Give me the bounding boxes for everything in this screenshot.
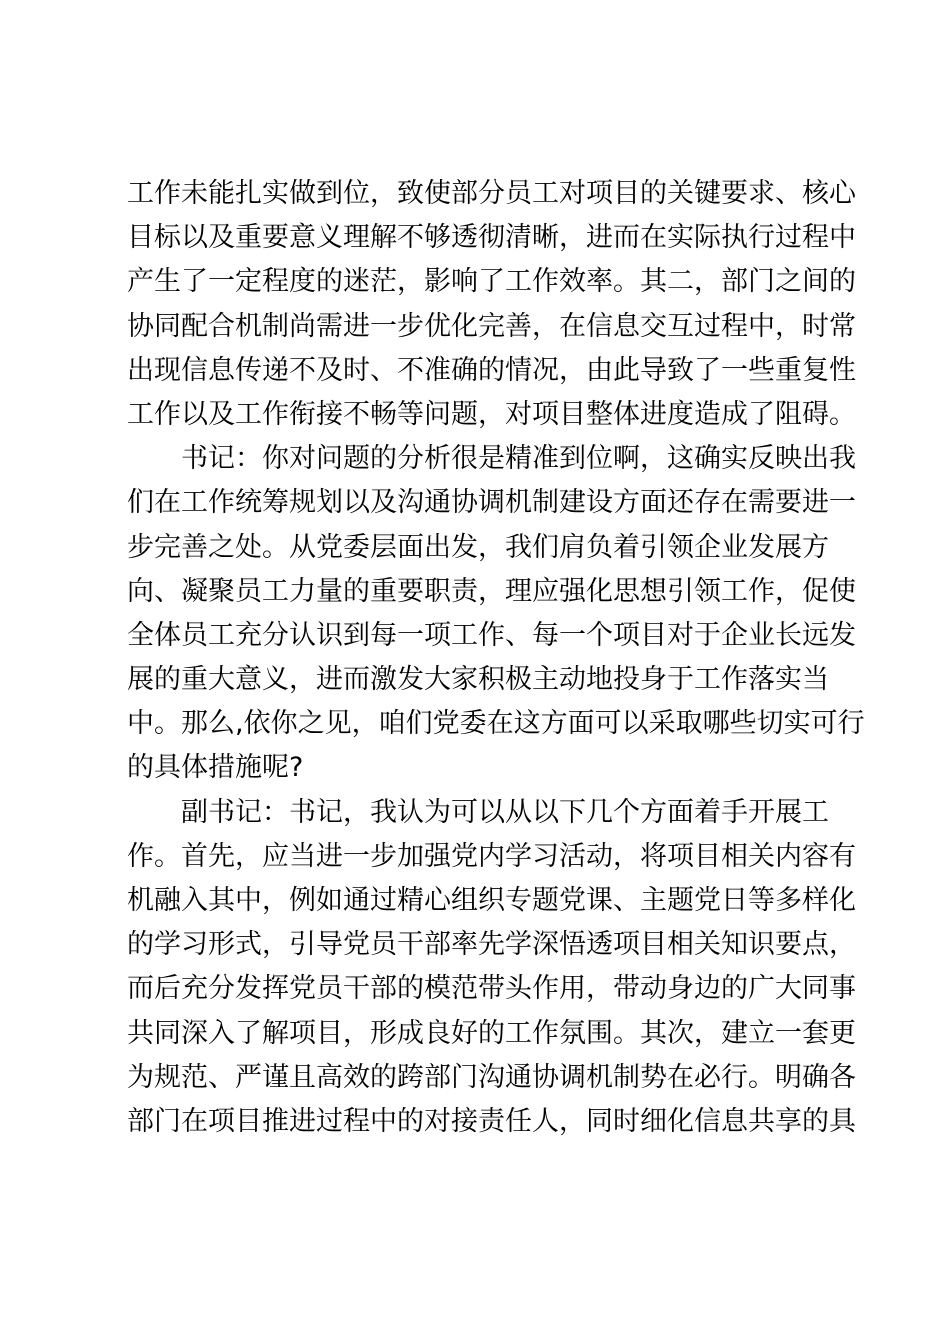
paragraph-1-line-1: 工作未能扎实做到位，致使部分员工对项目的关键要求、核心 bbox=[127, 178, 856, 209]
paragraph-2-line-6: 展的重大意义，进而激发大家积极主动地投身于工作落实当 bbox=[127, 664, 829, 696]
paragraph-2-line-2: 们在工作统筹规划以及沟通协调机制建设方面还存在需要进一 bbox=[127, 487, 856, 519]
paragraph-2-line-5: 全体员工充分认识到每一项工作、每一个项目对于企业长远发 bbox=[127, 619, 856, 651]
paragraph-3-line-8: 部门在项目推进过程中的对接责任人，同时细化信息共享的具 bbox=[127, 1105, 856, 1137]
paragraph-1-line-3: 产生了一定程度的迷茫，影响了工作效率。其二，部门之间的 bbox=[127, 266, 856, 298]
paragraph-2-line-8: 的具体措施呢? bbox=[127, 752, 304, 784]
paragraph-3-line-1: 副书记：书记，我认为可以从以下几个方面着手开展工 bbox=[181, 796, 829, 828]
paragraph-3-line-6: 共同深入了解项目，形成良好的工作氛围。其次，建立一套更 bbox=[127, 1017, 856, 1049]
paragraph-1-line-5: 出现信息传递不及时、不准确的情况，由此导致了一些重复性 bbox=[127, 354, 856, 386]
paragraph-2-line-4: 向、凝聚员工力量的重要职责，理应强化思想引领工作，促使 bbox=[127, 575, 856, 607]
paragraph-3-line-3: 机融入其中，例如通过精心组织专题党课、主题党日等多样化 bbox=[127, 885, 856, 916]
paragraph-3-line-5: 而后充分发挥党员干部的模范带头作用，带动身边的广大同事 bbox=[127, 973, 856, 1005]
paragraph-3-line-4: 的学习形式，引导党员干部率先学深悟透项目相关知识要点， bbox=[127, 929, 856, 961]
paragraph-3-line-7: 为规范、严谨且高效的跨部门沟通协调机制势在必行。明确各 bbox=[127, 1061, 856, 1093]
paragraph-2-line-7: 中。那么,依你之见，咱们党委在这方面可以采取哪些切实可行 bbox=[127, 708, 865, 740]
paragraph-1-line-6: 工作以及工作衔接不畅等问题，对项目整体进度造成了阻碍。 bbox=[127, 398, 856, 430]
paragraph-2-line-1: 书记：你对问题的分析很是精准到位啊，这确实反映出我 bbox=[181, 443, 856, 475]
paragraph-1-line-4: 协同配合机制尚需进一步优化完善，在信息交互过程中，时常 bbox=[127, 310, 856, 342]
paragraph-1-line-2: 目标以及重要意义理解不够透彻清晰，进而在实际执行过程中 bbox=[127, 222, 856, 254]
paragraph-3-line-2: 作。首先，应当进一步加强党内学习活动，将项目相关内容有 bbox=[127, 840, 856, 872]
paragraph-2-line-3: 步完善之处。从党委层面出发，我们肩负着引领企业发展方 bbox=[127, 531, 829, 563]
document-body bbox=[127, 172, 865, 1144]
